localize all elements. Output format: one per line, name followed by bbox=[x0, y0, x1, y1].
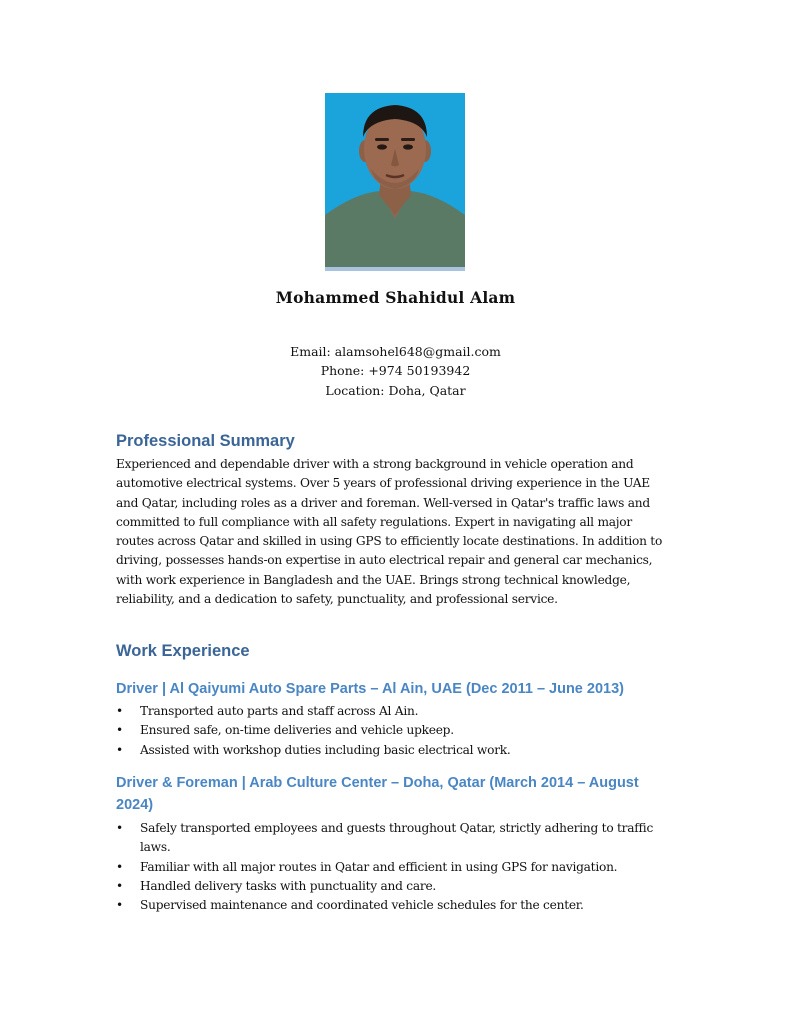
bullet-text: Supervised maintenance and coordinated vehicle schedules for the center. bbox=[140, 898, 584, 913]
candidate-name: Mohammed Shahidul Alam bbox=[275, 288, 516, 307]
bullet-icon: • bbox=[116, 723, 123, 738]
bullet-text: Transported auto parts and staff across Al Ain. bbox=[140, 704, 419, 718]
job-bullet-list bbox=[116, 819, 676, 915]
profile-photo bbox=[325, 93, 465, 271]
summary-paragraph bbox=[116, 455, 676, 609]
list-item bbox=[116, 702, 676, 721]
contact-email: Email: alamsohel648@gmail.com bbox=[290, 344, 501, 359]
contact-phone: Phone: +974 50193942 bbox=[320, 363, 471, 378]
bullet-icon: • bbox=[116, 704, 123, 718]
bullet-text: Assisted with workshop duties including basic electrical work. bbox=[140, 742, 511, 757]
summary-line: reliability, and a dedication to safety, punctuality, and professional service. bbox=[116, 592, 558, 607]
list-item bbox=[116, 896, 676, 915]
summary-line: routes across Qatar and skilled in using GPS to efficiently locate destinations. In addition to bbox=[116, 534, 663, 549]
list-item bbox=[116, 741, 676, 760]
job-title-arab-culture-center: Driver & Foreman | Arab Culture Center – Doha, Qatar (March 2014 – August 2024) bbox=[116, 775, 639, 813]
bullet-icon: • bbox=[116, 859, 123, 874]
bullet-text: Safely transported employees and guests throughout Qatar, strictly adhering to traffic laws. bbox=[140, 821, 654, 855]
list-item bbox=[116, 858, 676, 877]
summary-line: with work experience in Bangladesh and the UAE. Brings strong technical knowledge, bbox=[116, 572, 631, 587]
summary-line: automotive electrical systems. Over 5 years of professional driving experience in the UAE bbox=[116, 476, 650, 491]
contact-location: Location: Doha, Qatar bbox=[325, 383, 466, 398]
portrait-image bbox=[325, 93, 465, 267]
bullet-icon: • bbox=[116, 821, 123, 835]
bullet-text: Ensured safe, on-time deliveries and vehicle upkeep. bbox=[140, 723, 454, 738]
bullet-text: Familiar with all major routes in Qatar and efficient in using GPS for navigation. bbox=[140, 859, 618, 874]
job-bullet-list bbox=[116, 702, 676, 760]
job-title-al-qaiyumi: Driver | Al Qaiyumi Auto Spare Parts – Al Ain, UAE (Dec 2011 – June 2013) bbox=[116, 681, 624, 697]
summary-line: driving, possesses hands-on expertise in auto electrical repair and general car mechanics, bbox=[116, 553, 653, 568]
summary-line: Experienced and dependable driver with a strong background in vehicle operation and bbox=[116, 457, 634, 471]
summary-line: and Qatar, including roles as a driver and foreman. Well-versed in Qatar's traffic laws and bbox=[116, 495, 650, 510]
list-item bbox=[116, 721, 676, 740]
bullet-icon: • bbox=[116, 742, 123, 757]
bullet-icon: • bbox=[116, 898, 123, 913]
list-item bbox=[116, 877, 676, 896]
bullet-icon: • bbox=[116, 878, 123, 893]
section-heading-summary: Professional Summary bbox=[116, 432, 295, 450]
bullet-text: Handled delivery tasks with punctuality and care. bbox=[140, 878, 437, 893]
section-heading-work-experience: Work Experience bbox=[116, 642, 250, 660]
list-item bbox=[116, 819, 676, 858]
summary-line: committed to full compliance with all safety regulations. Expert in navigating all major bbox=[116, 514, 632, 529]
